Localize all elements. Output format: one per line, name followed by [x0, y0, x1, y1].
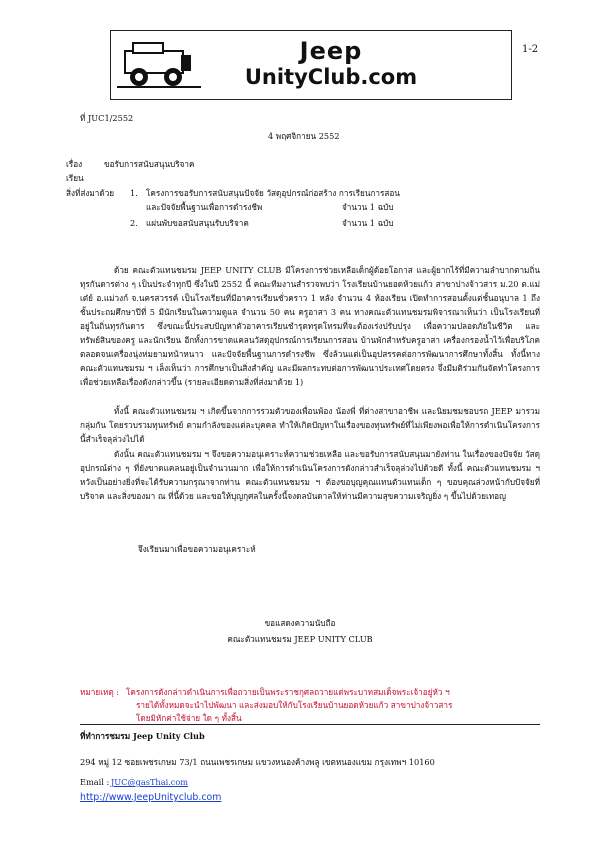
footer-email-link[interactable]: JUC@gasThai.com — [111, 777, 189, 787]
enclosure-title-line2: และปัจจัยพื้นฐานเพื่อการดำรงชีพ — [146, 202, 263, 212]
note-label: หมายเหตุ : — [80, 687, 120, 697]
body-paragraph-2: ทั้งนี้ คณะตัวแทนชมรม ฯ เกิดขึ้นจากการรวมตัวของเพื่อนพ้อง น้องพี่ ที่ต่างสาขาอาชีพ และนิยมชมชอบรถ JEEP มารวมกลุ่มกัน โดยรวบรวมทุนทรัพย์ ตามกำลังของแต่ละบุคคล ทำให้เกิดปัญหาในเรื่องของทุนทรัพย์ที่ไม่เพียงพอเพื่อให้การดำเนินโครงการนี้สำเร็จลุล่วงไปได้ — [80, 406, 540, 444]
footer-title: ที่ทำการชมรม Jeep Unity Club — [80, 731, 205, 741]
note-line: โครงการดังกล่าวดำเนินการเพื่อถวายเป็นพระราชกุศลถวายแด่พระบาทสมเด็จพระเจ้าอยู่หัว ฯ — [126, 687, 450, 697]
footer-website-link[interactable]: http://www.JeepUnityclub.com — [80, 792, 222, 803]
enclosure-number: 1. — [130, 188, 138, 198]
closing-request: จึงเรียนมาเพื่อขอความอนุเคราะห์ — [138, 544, 256, 554]
sign-off: ขอแสดงความนับถือ — [264, 618, 336, 628]
enclosure-count: จำนวน 1 ฉบับ — [342, 202, 394, 212]
subject-text: ขอรับการสนับสนุนบริจาค — [104, 159, 195, 169]
note-line: โดยมิหักค่าใช้จ่าย ใด ๆ ทั้งสิ้น — [136, 713, 242, 723]
signatory-name: คณะตัวแทนชมรม JEEP UNITY CLUB — [227, 634, 373, 644]
logo-text-unityclub: UnityClub.com — [244, 65, 418, 89]
footer-address: 294 หมู่ 12 ซอยเพชรเกษม 73/1 ถนนเพชรเกษม แขวงหนองค้างพลู เขตหนองแขม กรุงเทพฯ 10160 — [80, 757, 435, 767]
enclosure-number: 2. — [130, 218, 138, 228]
recipient-label: เรียน — [66, 173, 84, 183]
enclosure-title: โครงการขอรับการสนับสนุนปัจจัย วัสดุอุปกรณ์ก่อสร้าง การเรียนการสอน — [146, 188, 400, 198]
letter-date: 4 พฤศจิกายน 2552 — [268, 131, 340, 141]
enclosures-label: สิ่งที่ส่งมาด้วย — [66, 188, 115, 198]
body-paragraph-3: ดังนั้น คณะตัวแทนชมรม ฯ จึงขอความอนุเคราะห์ความช่วยเหลือ และขอรับการสนับสนุนมายังท่าน ในเรื่องของปัจจัย วัสดุอุปกรณ์ต่าง ๆ ที่ยังขาดแคลนอยู่เป็นจำนวนมาก เพื่อให้การดำเนินโครงการดังกล่าวสำเร็จลุล่วงไปด้วยดี ทั้งนี้ คณะตัวแทนชมรม ฯ หวังเป็นอย่างยิ่งที่จะได้รับความกรุณาจากท่าน คณะตัวแทนชมรม ฯ ต้องขอบุญคุณแทนตัวแทนเด็ก ๆ ขอบคุณล่วงหน้ากับปัจจัยที่บริจาค และสิ่งของมา ณ ที่นี้ด้วย และขอให้บุญกุศลในครั้งนี้จงดลบันดาลให้ท่านมีความสุขความเจริญยิ่ง ๆ ขึ้นไปด้วยเทอญ — [80, 449, 540, 501]
enclosure-title: แผ่นพับขอสนับสนุนรับบริจาค — [146, 218, 249, 228]
footer-divider — [80, 724, 540, 725]
reference-number: ที่ JUC1/2552 — [80, 113, 134, 123]
logo-text-jeep: Jeep — [299, 37, 363, 65]
footer-email-label: Email : — [80, 777, 110, 787]
note-line: รายได้ทั้งหมดจะนำไปพัฒนา และส่งมอบให้กับโรงเรียนบ้านยอดห้วยแก้ว สาขาปางจ้าวสาร — [136, 700, 453, 710]
jeep-unity-club-logo — [110, 30, 512, 100]
page-number: 1-2 — [522, 44, 539, 55]
body-paragraph-1: ด้วย คณะตัวแทนชมรม JEEP UNITY CLUB มีโครงการช่วยเหลือเด็กผู้ด้อยโอกาส และผู้ยากไร้ที่มีความลำบากตามถิ่นทุรกันดารต่าง ๆ เป็นประจำทุกปี ซึ่งในปี 2552 นี้ คณะทีมงานสำรวจพบว่า โรงเรียนบ้านยอดห้วยแก้ว สาขาปางจ้าวสาร ม.20 ต.แม่เต๋ย์ อ.แม่วงก์ จ.นครสวรรค์ เป็นโรงเรียนที่มีอาคารเรียนชั่วคราว 1 หลัง จำนวน 4 ห้องเรียน เปิดทำการสอนตั้งแต่ชั้นอนุบาล 1 ถึงชั้นประถมศึกษาปีที่ 5 มีนักเรียนในความดูแล จำนวน 50 คน ครูอาสา 3 คน ทางคณะตัวแทนชมรมพิจารณาเห็นว่า เป็นโรงเรียนที่อยู่ในถิ่นทุรกันดาร ซึ่งขณะนี้ประสบปัญหาตัวอาคารเรียนชำรุดทรุดโทรมที่จะต้องเร่งปรับปรุง เพื่อความปลอดภัยในชีวิต และทรัพย์สินของครู และนักเรียน อีกทั้งการขาดแคลนวัสดุอุปกรณ์การเรียนการสอน บ้านพักสำหรับครูอาสา เครื่องกรองน้ำไว้เพื่อบริโภค ตลอดจนเครื่องนุ่งห่มยามหน้าหนาว และปัจจัยพื้นฐานการดำรงชีพ ซึ่งล้วนแต่เป็นอุปสรรคต่อการพัฒนาการศึกษาทั้งสิ้น ทั้งนี้ทางคณะตัวแทนชมรม ฯ เล็งเห็นว่า การศึกษาเป็นสิ่งสำคัญ และมีผลกระทบต่อการพัฒนาประเทศโดยตรง จึ่งมีมติร่วมกันจัดทำโครงการเพื่อช่วยเหลือเรื่องดังกล่าวขึ้น (รายละเอียดตามสิ่งที่ส่งมาด้วย 1) — [80, 265, 540, 387]
subject-label: เรื่อง — [66, 159, 83, 169]
enclosure-count: จำนวน 1 ฉบับ — [342, 218, 394, 228]
